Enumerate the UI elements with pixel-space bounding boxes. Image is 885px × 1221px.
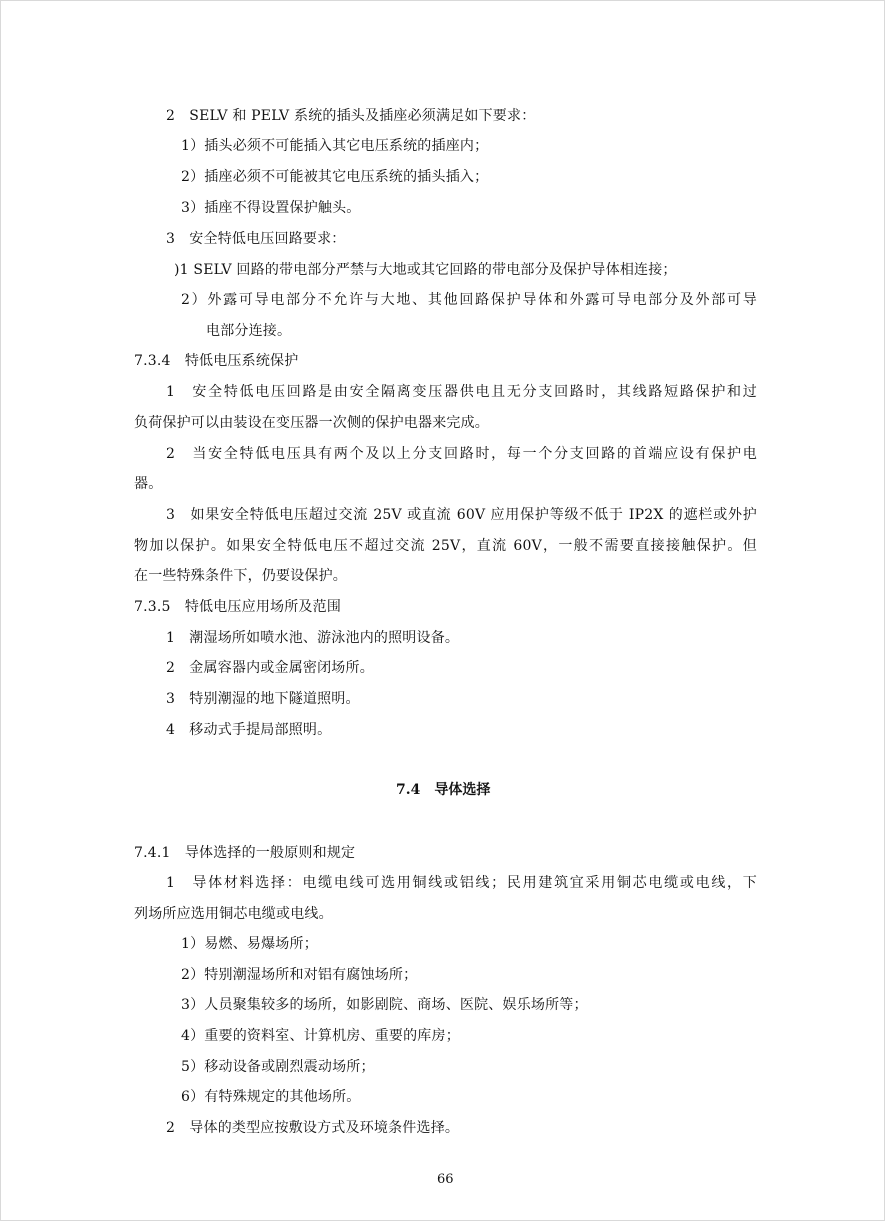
text-line: 列场所应选用铜芯电缆或电线。	[134, 906, 333, 922]
text-line: 3 特别潮湿的地下隧道照明。	[166, 691, 360, 707]
text-line: 2）插座必须不可能被其它电压系统的插头插入；	[181, 169, 489, 185]
text-line: 电部分连接。	[206, 323, 292, 339]
page-number: 66	[437, 1172, 454, 1187]
subsection-heading: 7.3.5 特低电压应用场所及范围	[134, 599, 342, 615]
text-line: 3）人员聚集较多的场所，如影剧院、商场、医院、娱乐场所等；	[181, 997, 588, 1013]
text-line: 3 如果安全特低电压超过交流 25V 或直流 60V 应用保护等级不低于 IP2X 的遮栏或外护	[166, 507, 757, 523]
text-line: 1）插头必须不可能插入其它电压系统的插座内；	[181, 138, 489, 154]
text-line: 2）特别潮湿场所和对铝有腐蚀场所；	[181, 967, 418, 983]
text-line: 2）外露可导电部分不允许与大地、其他回路保护导体和外露可导电部分及外部可导	[181, 292, 757, 308]
text-line: 负荷保护可以由装设在变压器一次侧的保护电器来完成。	[134, 415, 489, 431]
text-line: 6）有特殊规定的其他场所。	[181, 1089, 361, 1105]
text-line: 3 安全特低电压回路要求：	[166, 231, 346, 247]
text-line: 2 金属容器内或金属密闭场所。	[166, 660, 374, 676]
text-line: 1 导体材料选择：电缆电线可选用铜线或铝线；民用建筑宜采用铜芯电缆或电线，下	[166, 875, 757, 891]
text-line: 1）易燃、易爆场所；	[181, 936, 318, 952]
text-line: 2 当安全特低电压具有两个及以上分支回路时，每一个分支回路的首端应设有保护电	[166, 446, 757, 462]
text-line: 4 移动式手提局部照明。	[166, 722, 332, 738]
text-line: 器。	[134, 476, 163, 492]
text-line: 2 SELV 和 PELV 系统的插头及插座必须满足如下要求：	[166, 108, 536, 124]
text-line: 物加以保护。如果安全特低电压不超过交流 25V，直流 60V，一般不需要直接接触保护。但	[134, 538, 757, 554]
subsection-heading: 7.4.1 导体选择的一般原则和规定	[134, 845, 356, 861]
text-line: )1 SELV 回路的带电部分严禁与大地或其它回路的带电部分及保护导体相连接；	[174, 262, 677, 278]
section-heading: 7.4 导体选择	[396, 782, 491, 798]
text-line: 4）重要的资料室、计算机房、重要的库房；	[181, 1028, 460, 1044]
text-line: 3）插座不得设置保护触头。	[181, 200, 361, 216]
text-line: 1 潮湿场所如喷水池、游泳池内的照明设备。	[166, 630, 460, 646]
text-line: 2 导体的类型应按敷设方式及环境条件选择。	[166, 1120, 460, 1136]
text-line: 5）移动设备或剧烈震动场所；	[181, 1059, 375, 1075]
subsection-heading: 7.3.4 特低电压系统保护	[134, 353, 299, 369]
text-line: 在一些特殊条件下，仍要设保护。	[134, 568, 347, 584]
text-line: 1 安全特低电压回路是由安全隔离变压器供电且无分支回路时，其线路短路保护和过	[166, 384, 757, 400]
